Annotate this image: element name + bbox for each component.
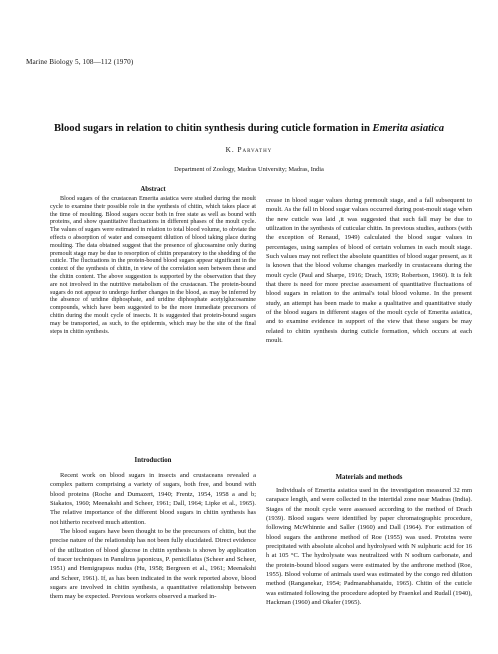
introduction-heading: Introduction (134, 457, 172, 464)
abstract-text (50, 196, 256, 336)
methods-heading: Materials and methods (335, 474, 403, 481)
right-column-paragraph: crease in blood sugar values during premoult stage, and a fall subsequent to moult. As the fall in blood sugar values occurred during post-moult stage when the new cuticle was laid ,it was suggested that such fall may be due to utilization in the synthesis of cuticular chitin. In previous studies, authors (with the exception of Renaud, 1949) calculated the blood sugar values in percentages, using samples of blood of certain volumes in each moult stage. Such values may not reflect the absolute quantities of blood sugar present, as it is known that the blood volume changes markedly in crustaceans during the moult cycle (Paul and Sharpe, 1916; Drach, 1939; Robertson, 1960). It is felt that there is need for more precise assessment of quantitative fluctuations of blood sugars in relation to the animal's total blood volume. In the present study, an attempt has been made to make a qualitative and quantitative study of the blood sugars in different stages of the moult cycle of Emerita asiatica, and to examine evidence in support of the view that these sugars be may related to chitin synthesis during cuticle formation, which occurs at each moult. (266, 197, 472, 345)
title-species: Emerita asiatica (372, 123, 445, 134)
right-column-text (266, 196, 472, 346)
abstract-heading: Abstract (140, 186, 166, 193)
journal-reference: Marine Biology 5, 108—112 (1970) (26, 58, 134, 66)
title-main: Blood sugars in relation to chitin synthesis during cuticle formation in (53, 123, 373, 134)
methods-paragraph: Individuals of Emerita asiatica used in the investigation measured 32 mm carapace length, and were collected in the intertidal zone near Madras (India). Stages of the moult cycle were assessed according to the method of Drach (1939). Blood sugars were identified by paper chromatographic procedure, following McWhinnie and Saller (1960) and Dall (1964). For estimation of blood sugars the anthrone method of Roe (1955) was used. Proteins were precipitated with absolute alcohol and hydrolysed with N sulphuric acid for 16 h at 105 °C. The hydrolysate was neutralized with N sodium carbonate, and the protein-bound blood sugars were estimated by the anthrone method (Roe, 1955). Blood volume of animals used was estimated by the congo red dilution method (Ranganekar, 1954; Padmanabhanaidu, 1965). Chitin of the cuticle was estimated following the procedure adopted by Fraenkel and Rudall (1940), Hackman (1960) and Okafer (1965). (266, 487, 472, 607)
abstract-paragraph: Blood sugars of the crustacean Emerita asiatica were studied during the moult cycle to examine their possible role in the synthesis of chitin, which takes place at the time of moulting. Blood sugars occur both in free state as well as bound with proteins, and show quantitative fluctuations in different phases of the moult cycle. The values of sugars were estimated in relation to total blood volume, to obviate the effects o absorption of water and consequent dilution of blood taking place during moulting. The data obtained suggest that the presence of glucosamine only during premoult stage may be due to resorption of chitin preparatory to the shedding of the cuticle. The fluctuations in the protein-bound blood sugars appear significant in the context of the synthesis of chitin, in view of the correlation seen between these and the chitin content. The above suggestion is supported by the observation that they are not involved in the nutritive metabolism of the crustacean. The protein-bound sugars do not appear to undergo further changes in the blood, as may be inferred by the absence of uridine diphosphate, and uridine diphosphate acetylglucosamine compounds, which have been suggested to be the more immediate precursors of chitin during the moult cycle of insects. It is suggested that protein-bound sugars may be transported, as such, to the epidermis, which may be the site of the final steps in chitin synthesis. (50, 196, 256, 335)
methods-section (266, 486, 472, 607)
author (0, 146, 498, 154)
affiliation: Department of Zoology, Madras University; Madras, India (174, 166, 324, 173)
introduction-paragraph-2: The blood sugars have been thought to be the precursors of chitin, but the precise nature of the relationship has not been fully elucidated. Direct evidence of the utilization of blood glucose in chitin synthesis is shown by application of tracer techniques in Panulirus japonicus, P. penicillatus (Scheer and Scheer, 1951) and Hemigrapsus nudus (Hu, 1958; Bergreen et al., 1961; Meenakshi and Scheer, 1961). If, as has been indicated in the work reported above, blood sugars are involved in chitin synthesis, a quantitative relationship between them may be expected. Previous workers observed a marked in- (50, 528, 256, 601)
introduction-paragraph-1: Recent work on blood sugars in insects and crustaceans revealed a complex pattern comprising a variety of sugars, both free, and bound with blood proteins (Roche and Dumazert, 1940; Frentz, 1954, 1958 a and b; Siakatos, 1960; Meenakshi and Scheer, 1961; Dall, 1964; Lipke et al., 1965). The relative importance of the different blood sugars in chitin synthesis has not hitherto received much attention. (50, 472, 256, 526)
paper-title (0, 123, 498, 134)
introduction-section (50, 471, 256, 602)
author-name: K. Parvathy (225, 146, 273, 154)
